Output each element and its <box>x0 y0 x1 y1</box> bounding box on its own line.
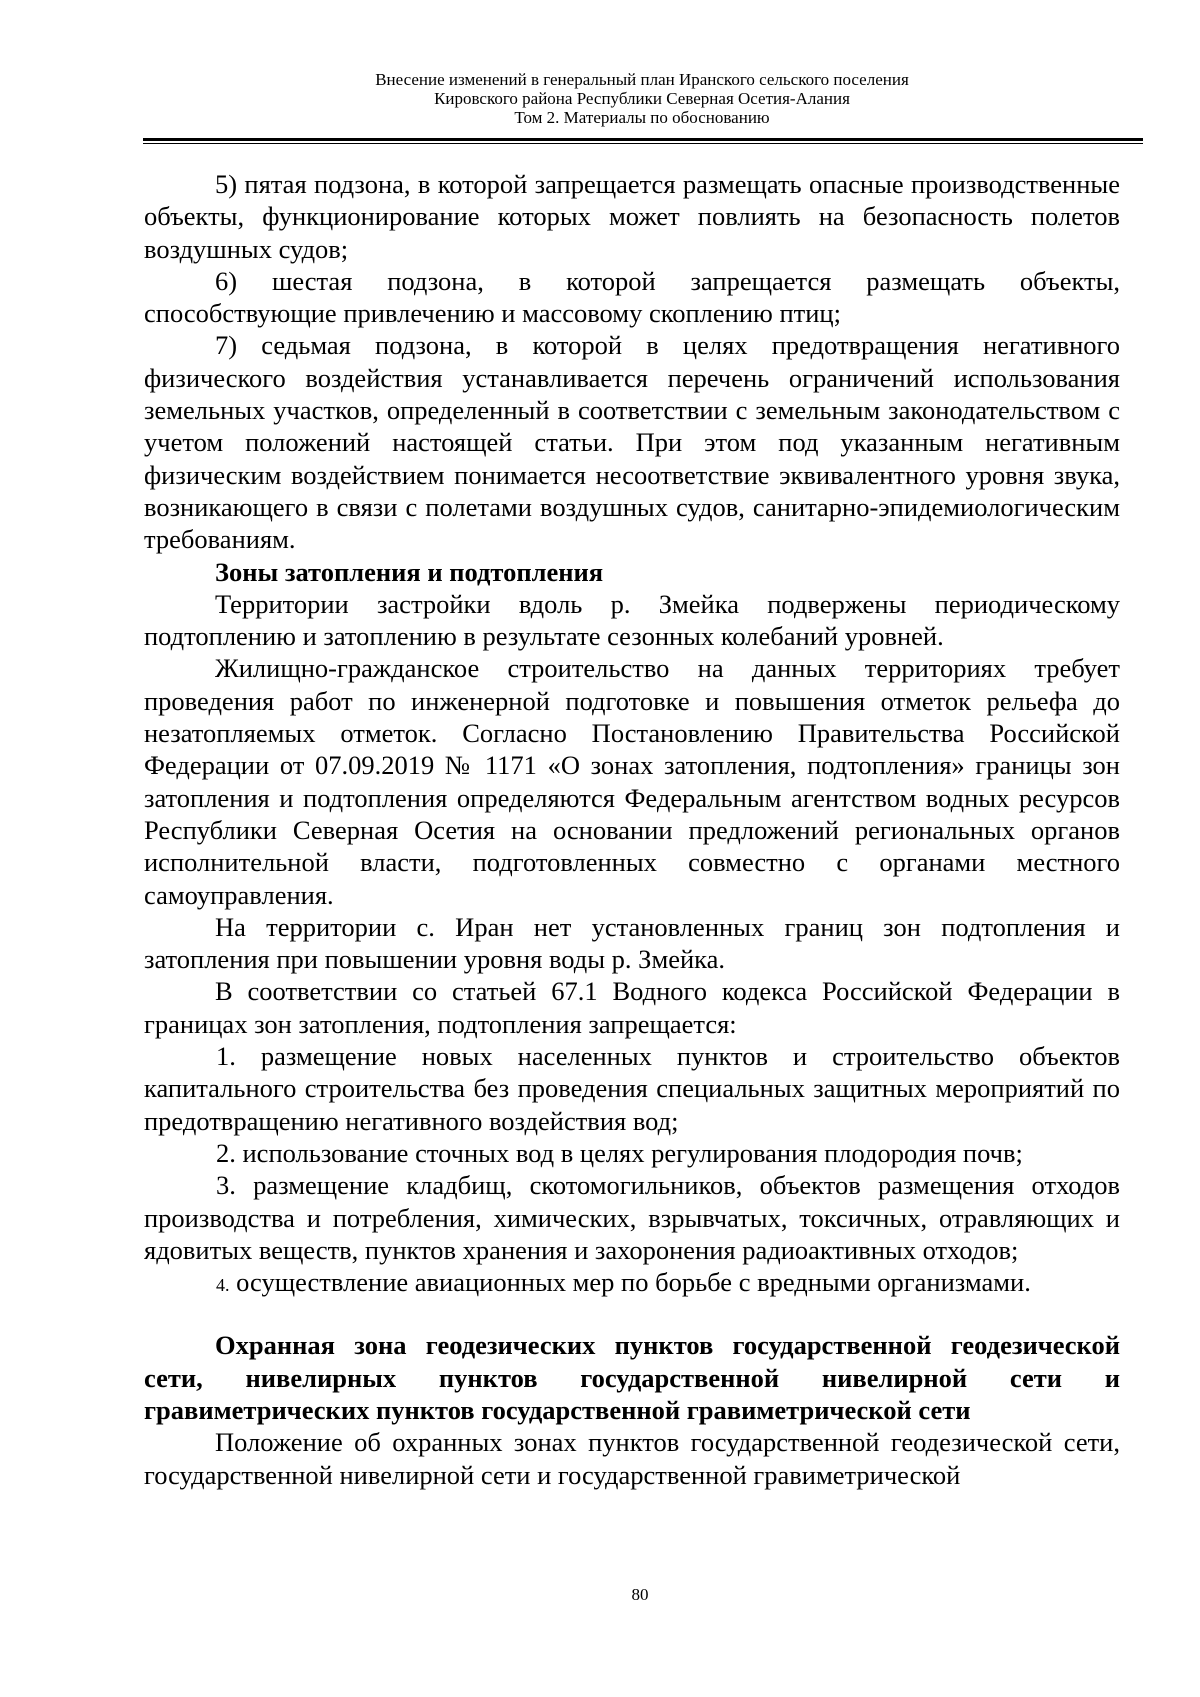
list-item <box>144 1137 1120 1169</box>
list-item <box>144 1040 1120 1137</box>
page-number: 80 <box>631 1585 649 1604</box>
list-item-text: размещение новых населенных пунктов и строительство объектов капитального строительства без проведения специальных защитных мероприятий по предотвращению негативного воздействия вод; <box>144 1041 1121 1136</box>
document-body <box>144 168 1120 1491</box>
paragraph-subzone-5: 5) пятая подзона, в которой запрещается размещать опасные производственные объекты, функционирование которых может повлиять на безопасность полетов воздушных судов; <box>144 169 1120 264</box>
section-heading-flood-zones: Зоны затопления и подтопления <box>215 556 604 587</box>
header-line-2: Кировского района Республики Северная Осетия-Алания <box>434 89 850 108</box>
section-heading-geodetic-zones: Охранная зона геодезических пунктов государственной геодезической сети, нивелирных пунктов государственной нивелирной сети и гравиметрических пунктов государственной гравиметрической сети <box>144 1330 1120 1425</box>
list-item-number: 3. <box>216 1170 236 1201</box>
paragraph-subzone-7: 7) седьмая подзона, в которой в целях предотвращения негативного физического воздействия устанавливается перечень ограничений использования земельных участков, определенный в соответствии с земельным законодательством с учетом положений настоящей статьи. При этом под указанным негативным физическим воздействием понимается несоответствие эквивалентного уровня звука, возникающего в связи с полетами воздушных судов, санитарно-эпидемиологическим требованиям. <box>144 330 1120 555</box>
running-header <box>148 70 1136 127</box>
paragraph-flood-1: Территории застройки вдоль р. Змейка подвержены периодическому подтоплению и затоплению в результате сезонных колебаний уровней. <box>144 588 1120 652</box>
paragraph-flood-4: В соответствии со статьей 67.1 Водного кодекса Российской Федерации в границах зон затопления, подтопления запрещается: <box>144 976 1120 1039</box>
list-item-text: размещение кладбищ, скотомогильников, объектов размещения отходов производства и потребления, химических, взрывчатых, токсичных, отравляющих и ядовитых веществ, пунктов хранения и захоронения радиоактивных отходов; <box>144 1170 1120 1265</box>
header-rule-thin <box>143 143 1143 144</box>
header-line-3: Том 2. Материалы по обоснованию <box>514 108 770 127</box>
list-item-text: осуществление авиационных мер по борьбе с вредными организмами. <box>236 1267 1031 1298</box>
header-line-1: Внесение изменений в генеральный план Иранского сельского поселения <box>375 70 909 89</box>
header-rule-thick <box>143 138 1143 141</box>
list-item-number: 1. <box>216 1041 236 1072</box>
list-item <box>144 1266 1120 1301</box>
paragraph-geodetic-1: Положение об охранных зонах пунктов государственной геодезической сети, государственной нивелирной сети и государственной гравиметрической <box>144 1427 1120 1490</box>
list-item-number: 4. <box>216 1275 230 1296</box>
list-item-number: 2. <box>216 1137 236 1168</box>
paragraph-subzone-6: 6) шестая подзона, в которой запрещается размещать объекты, способствующие привлечению и массовому скоплению птиц; <box>144 265 1120 329</box>
list-item <box>144 1169 1120 1266</box>
paragraph-flood-2: Жилищно-гражданское строительство на данных территориях требует проведения работ по инженерной подготовке и повышения отметок рельефа до незатопляемых отметок. Согласно Постановлению Правительства Российской Федерации от 07.09.2019 № 1171 «О зонах затопления, подтопления» границы зон затопления и подтопления определяются Федеральным агентством водных ресурсов Республики Северная Осетия на основании предложений региональных органов исполнительной власти, подготовленных совместно с органами местного самоуправления. <box>144 653 1120 910</box>
paragraph-flood-3: На территории с. Иран нет установленных границ зон подтопления и затопления при повышении уровня воды р. Змейка. <box>144 911 1120 975</box>
list-item-text: использование сточных вод в целях регулирования плодородия почв; <box>242 1137 1023 1168</box>
